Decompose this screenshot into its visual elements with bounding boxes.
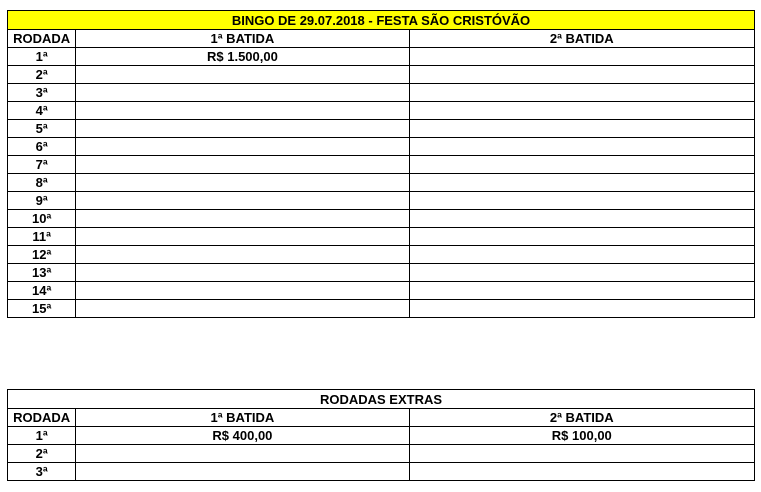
table-row	[8, 427, 755, 445]
rodada-cell: 3ª	[8, 463, 76, 481]
table-title: BINGO DE 29.07.2018 - FESTA SÃO CRISTÓVÃO	[8, 11, 755, 30]
rodada-cell: 14ª	[8, 282, 76, 300]
table-title-row	[8, 390, 755, 409]
rodada-cell: 13ª	[8, 264, 76, 282]
rodada-cell: 1ª	[8, 427, 76, 445]
batida-2-cell	[409, 228, 754, 246]
rodada-cell: 15ª	[8, 300, 76, 318]
table-row	[8, 210, 755, 228]
table-row	[8, 84, 755, 102]
extra-rounds-table	[7, 389, 755, 481]
rodada-cell: 8ª	[8, 174, 76, 192]
header-row	[8, 409, 755, 427]
table-row	[8, 445, 755, 463]
batida-1-cell	[76, 264, 409, 282]
header-rodada: RODADA	[8, 409, 76, 427]
table-row	[8, 282, 755, 300]
rodada-cell: 9ª	[8, 192, 76, 210]
batida-2-cell: R$ 100,00	[409, 427, 754, 445]
header-1a-batida: 1ª BATIDA	[76, 409, 409, 427]
batida-2-cell	[409, 120, 754, 138]
batida-1-cell	[76, 156, 409, 174]
rodada-cell: 11ª	[8, 228, 76, 246]
rodada-cell: 2ª	[8, 66, 76, 84]
table-row	[8, 120, 755, 138]
header-2a-batida: 2ª BATIDA	[409, 409, 754, 427]
table-row	[8, 300, 755, 318]
batida-1-cell	[76, 228, 409, 246]
header-2a-batida: 2ª BATIDA	[409, 30, 754, 48]
table-row	[8, 228, 755, 246]
batida-1-cell	[76, 445, 409, 463]
table-row	[8, 264, 755, 282]
table-row	[8, 463, 755, 481]
table-row	[8, 138, 755, 156]
batida-2-cell	[409, 300, 754, 318]
table-row	[8, 156, 755, 174]
batida-1-cell: R$ 1.500,00	[76, 48, 409, 66]
batida-1-cell	[76, 66, 409, 84]
batida-1-cell	[76, 120, 409, 138]
batida-2-cell	[409, 192, 754, 210]
rodada-cell: 1ª	[8, 48, 76, 66]
batida-1-cell: R$ 400,00	[76, 427, 409, 445]
batida-1-cell	[76, 210, 409, 228]
batida-1-cell	[76, 84, 409, 102]
rodada-cell: 2ª	[8, 445, 76, 463]
rodada-cell: 10ª	[8, 210, 76, 228]
batida-1-cell	[76, 192, 409, 210]
table-row	[8, 66, 755, 84]
rodada-cell: 5ª	[8, 120, 76, 138]
batida-2-cell	[409, 102, 754, 120]
rodada-cell: 6ª	[8, 138, 76, 156]
batida-1-cell	[76, 102, 409, 120]
header-1a-batida: 1ª BATIDA	[76, 30, 409, 48]
batida-2-cell	[409, 463, 754, 481]
table-row	[8, 48, 755, 66]
table-row	[8, 174, 755, 192]
batida-1-cell	[76, 463, 409, 481]
rodada-cell: 12ª	[8, 246, 76, 264]
batida-2-cell	[409, 48, 754, 66]
batida-2-cell	[409, 174, 754, 192]
batida-2-cell	[409, 156, 754, 174]
batida-2-cell	[409, 138, 754, 156]
table-row	[8, 246, 755, 264]
batida-2-cell	[409, 210, 754, 228]
batida-2-cell	[409, 84, 754, 102]
table-row	[8, 102, 755, 120]
rodada-cell: 4ª	[8, 102, 76, 120]
batida-2-cell	[409, 445, 754, 463]
header-row	[8, 30, 755, 48]
main-prize-table	[7, 10, 755, 318]
table-title: RODADAS EXTRAS	[8, 390, 755, 409]
batida-1-cell	[76, 300, 409, 318]
batida-2-cell	[409, 264, 754, 282]
batida-1-cell	[76, 174, 409, 192]
batida-2-cell	[409, 66, 754, 84]
batida-2-cell	[409, 282, 754, 300]
header-rodada: RODADA	[8, 30, 76, 48]
rodada-cell: 3ª	[8, 84, 76, 102]
batida-2-cell	[409, 246, 754, 264]
batida-1-cell	[76, 138, 409, 156]
rodada-cell: 7ª	[8, 156, 76, 174]
table-title-row	[8, 11, 755, 30]
table-row	[8, 192, 755, 210]
batida-1-cell	[76, 246, 409, 264]
batida-1-cell	[76, 282, 409, 300]
